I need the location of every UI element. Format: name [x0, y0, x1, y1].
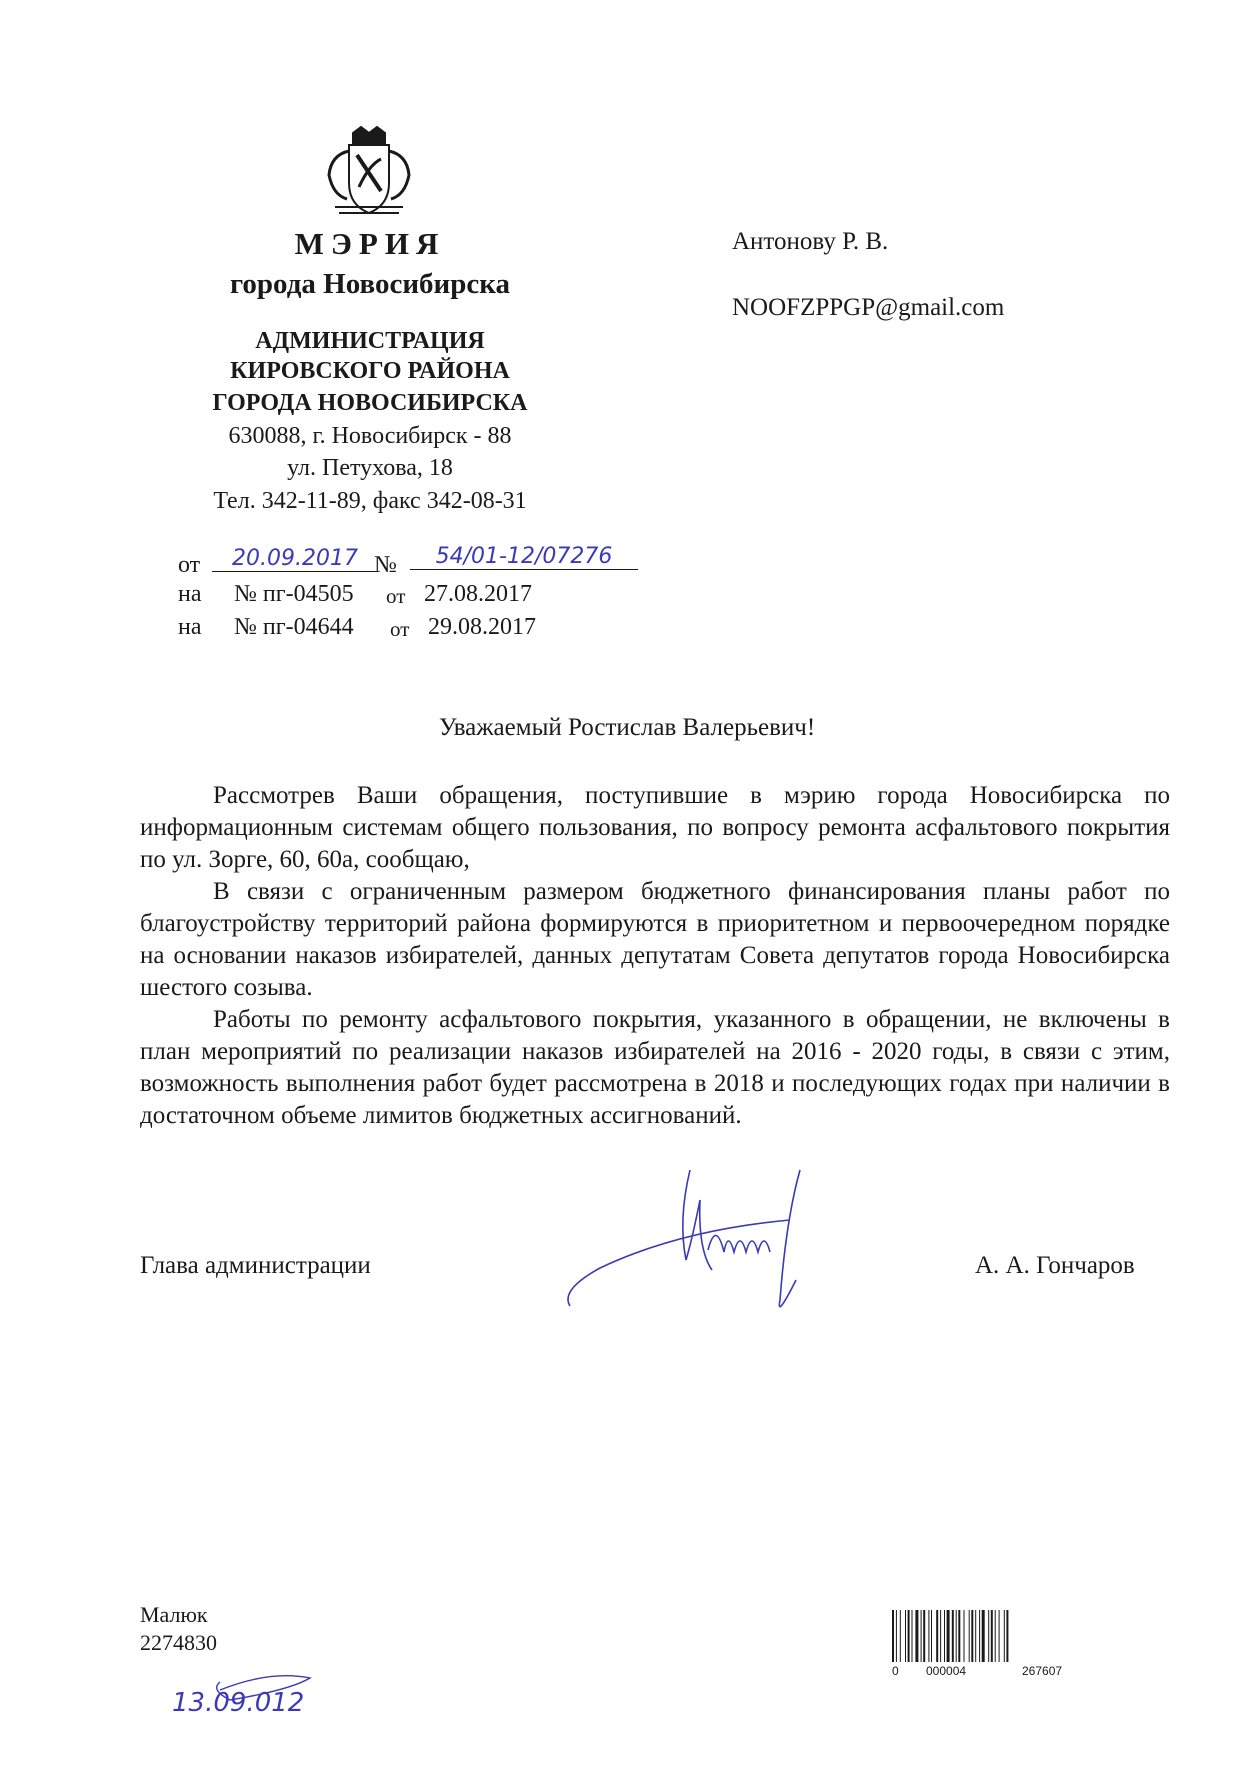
coat-of-arms-icon [323, 125, 415, 223]
incoming-reference-2 [178, 614, 598, 644]
handwritten-signature [560, 1160, 830, 1310]
on-label: на [178, 581, 202, 607]
incoming-number: № пг-04644 [234, 614, 354, 640]
admin-line-3: ГОРОДА НОВОСИБИРСКА [212, 390, 528, 416]
handwritten-number: 54/01-12/07276 [410, 544, 638, 570]
greeting: Уважаемый Ростислав Валерьевич! [438, 714, 816, 741]
signatory-name: А. А. Гончаров [975, 1252, 1135, 1279]
body-paragraph: В связи с ограниченным размером бюджетного финансирования планы работ по благоустройству территорий района формируются в приоритетном и первоочередном порядке на основании наказов избирателей, данных депутатам Совета депутатов города Новосибирска шестого созыва. [140, 878, 1170, 1001]
incoming-date: 27.08.2017 [424, 581, 532, 607]
barcode-icon [892, 1610, 1122, 1670]
executor-phone: 2274830 [140, 1630, 217, 1655]
barcode-left-digit: 0 [892, 1664, 899, 1678]
signatory-position: Глава администрации [140, 1252, 371, 1279]
mayor-title: МЭРИЯ [294, 226, 446, 261]
recipient-email: NOOFZPPGP@gmail.com [732, 294, 1005, 321]
city-title: города Новосибирска [229, 268, 511, 300]
admin-line-1: АДМИНИСТРАЦИЯ [255, 328, 485, 354]
handwritten-date: 20.09.2017 [212, 546, 378, 572]
outgoing-reference [178, 544, 638, 578]
address-line-2: ул. Петухова, 18 [287, 455, 453, 481]
incoming-date: 29.08.2017 [428, 614, 536, 640]
address-line-1: 630088, г. Новосибирск - 88 [228, 423, 512, 449]
on-label: на [178, 614, 202, 640]
admin-line-2: КИРОВСКОГО РАЙОНА [230, 358, 510, 384]
from-label: от [178, 552, 201, 578]
body-paragraph: Работы по ремонту асфальтового покрытия, указанного в обращении, не включены в план мероприятий по реализации наказов избирателей на 2016 - 2020 годы, в связи с этим, возможность выполнения работ будет рассмотрена в 2018 и последующих годах при наличии в достаточном объеме лимитов бюджетных ассигнований. [140, 1006, 1170, 1129]
number-label: № [374, 552, 397, 578]
executor-name: Малюк [140, 1602, 208, 1627]
body-paragraph: Рассмотрев Ваши обращения, поступившие в мэрию города Новосибирска по информационным системам общего пользования, по вопросу ремонта асфальтового покрытия по ул. Зорге, 60, 60а, сообщаю, [140, 782, 1170, 873]
incoming-from-label: от [386, 584, 406, 608]
executor-handwritten-date: 13.09.012 [172, 1688, 305, 1718]
barcode-middle: 000004 [926, 1664, 967, 1678]
recipient-name: Антонову Р. В. [732, 228, 889, 255]
incoming-from-label: от [390, 617, 410, 641]
barcode-right: 267607 [1022, 1664, 1063, 1678]
phone-fax: Тел. 342-11-89, факс 342-08-31 [213, 488, 527, 514]
letter-body [140, 780, 1170, 1132]
incoming-number: № пг-04505 [234, 581, 354, 607]
incoming-reference-1 [178, 581, 598, 611]
